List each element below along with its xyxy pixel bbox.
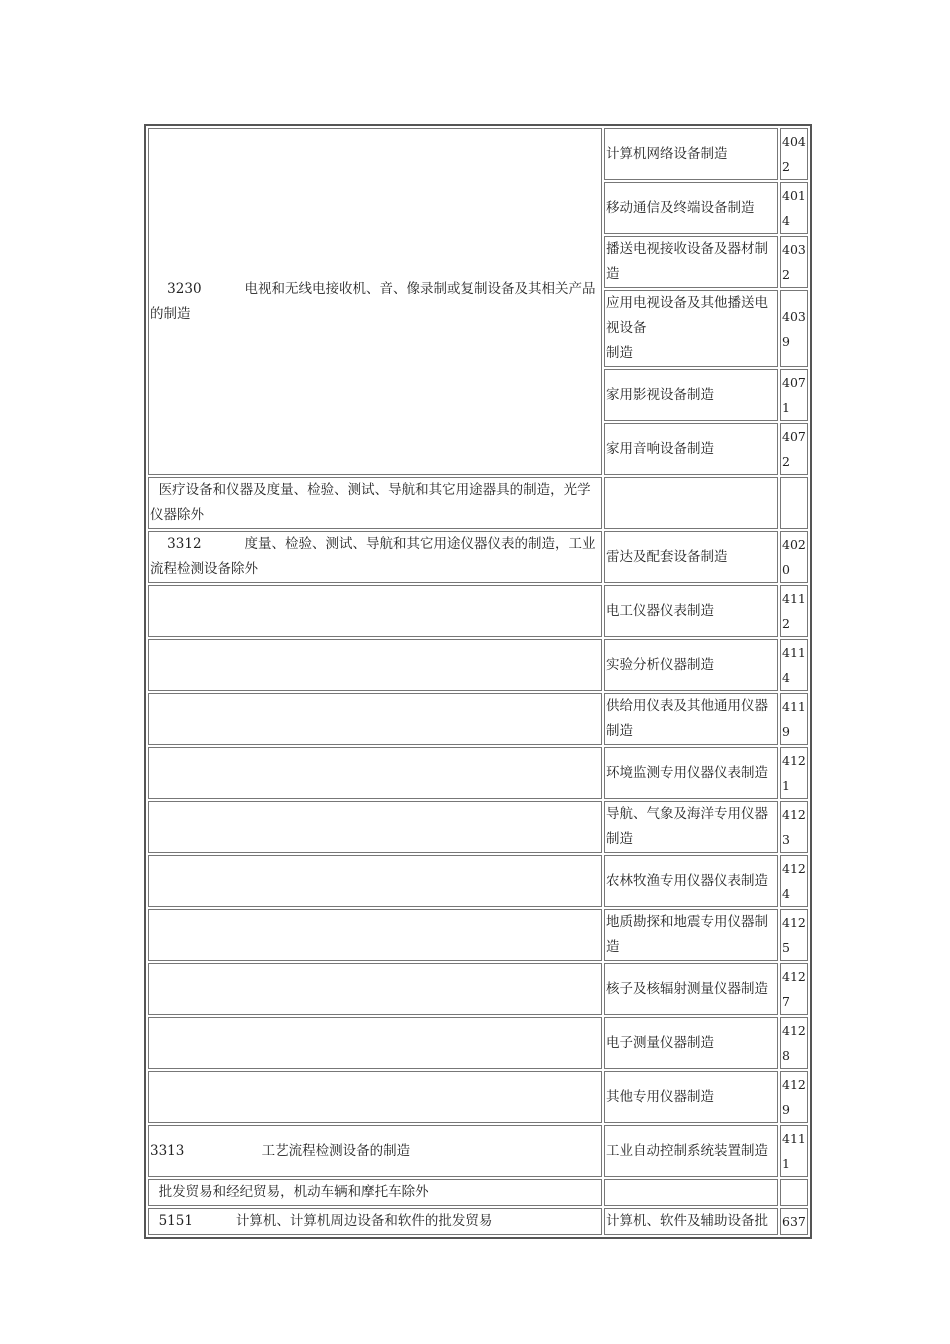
code-cell: 4127	[780, 963, 808, 1015]
code-cell: 4042	[780, 128, 808, 180]
category-cell	[148, 1017, 602, 1069]
product-cell: 供给用仪表及其他通用仪器制造	[604, 693, 778, 745]
product-cell: 电工仪器仪表制造	[604, 585, 778, 637]
code-cell: 4111	[780, 1125, 808, 1177]
product-cell	[604, 477, 778, 529]
code-cell: 4071	[780, 369, 808, 421]
product-cell	[604, 1179, 778, 1206]
code-cell: 4119	[780, 693, 808, 745]
product-cell: 家用音响设备制造	[604, 423, 778, 475]
table-row	[148, 1125, 808, 1177]
category-cell: 医疗设备和仪器及度量、检验、测试、导航和其它用途器具的制造，光学仪器除外	[148, 477, 602, 529]
code-cell: 637	[780, 1208, 808, 1235]
category-cell: 5151 计算机、计算机周边设备和软件的批发贸易	[148, 1208, 602, 1235]
product-cell: 环境监测专用仪器仪表制造	[604, 747, 778, 799]
product-cell: 应用电视设备及其他播送电视设备 制造	[604, 290, 778, 367]
category-cell: 3230 电视和无线电接收机、音、像录制或复制设备及其相关产品的制造	[148, 128, 602, 475]
table-row	[148, 1179, 808, 1206]
category-cell	[148, 855, 602, 907]
table-row	[148, 693, 808, 745]
category-cell: 批发贸易和经纪贸易，机动车辆和摩托车除外	[148, 1179, 602, 1206]
code-cell: 4129	[780, 1071, 808, 1123]
table-row	[148, 128, 808, 180]
product-cell: 移动通信及终端设备制造	[604, 182, 778, 234]
table-row	[148, 963, 808, 1015]
product-cell: 电子测量仪器制造	[604, 1017, 778, 1069]
code-cell: 4014	[780, 182, 808, 234]
product-cell: 地质勘探和地震专用仪器制造	[604, 909, 778, 961]
table-row	[148, 909, 808, 961]
table-row	[148, 477, 808, 529]
category-cell: 3313 工艺流程检测设备的制造	[148, 1125, 602, 1177]
product-cell: 计算机、软件及辅助设备批	[604, 1208, 778, 1235]
table-row	[148, 855, 808, 907]
code-cell: 4125	[780, 909, 808, 961]
table-row	[148, 531, 808, 583]
code-cell	[780, 477, 808, 529]
category-cell: 3312 度量、检验、测试、导航和其它用途仪器仪表的制造，工业流程检测设备除外	[148, 531, 602, 583]
table-row	[148, 1208, 808, 1235]
classification-table	[144, 124, 812, 1239]
table-row	[148, 801, 808, 853]
code-cell: 4112	[780, 585, 808, 637]
code-cell	[780, 1179, 808, 1206]
code-cell: 4032	[780, 236, 808, 288]
table-row	[148, 1071, 808, 1123]
product-cell: 计算机网络设备制造	[604, 128, 778, 180]
product-cell: 导航、气象及海洋专用仪器制造	[604, 801, 778, 853]
table-row	[148, 585, 808, 637]
product-cell: 实验分析仪器制造	[604, 639, 778, 691]
table-row	[148, 747, 808, 799]
code-cell: 4123	[780, 801, 808, 853]
category-cell	[148, 801, 602, 853]
code-cell: 4121	[780, 747, 808, 799]
product-cell: 家用影视设备制造	[604, 369, 778, 421]
product-cell: 农林牧渔专用仪器仪表制造	[604, 855, 778, 907]
table-row	[148, 1017, 808, 1069]
category-cell	[148, 909, 602, 961]
code-cell: 4114	[780, 639, 808, 691]
category-cell	[148, 585, 602, 637]
code-cell: 4072	[780, 423, 808, 475]
product-cell: 工业自动控制系统装置制造	[604, 1125, 778, 1177]
product-cell: 播送电视接收设备及器材制造	[604, 236, 778, 288]
table-row	[148, 639, 808, 691]
product-cell: 核子及核辐射测量仪器制造	[604, 963, 778, 1015]
code-cell: 4039	[780, 290, 808, 367]
category-cell	[148, 747, 602, 799]
category-cell	[148, 963, 602, 1015]
code-cell: 4124	[780, 855, 808, 907]
category-cell	[148, 639, 602, 691]
code-cell: 4128	[780, 1017, 808, 1069]
product-cell: 雷达及配套设备制造	[604, 531, 778, 583]
product-cell: 其他专用仪器制造	[604, 1071, 778, 1123]
category-cell	[148, 693, 602, 745]
category-cell	[148, 1071, 602, 1123]
code-cell: 4020	[780, 531, 808, 583]
